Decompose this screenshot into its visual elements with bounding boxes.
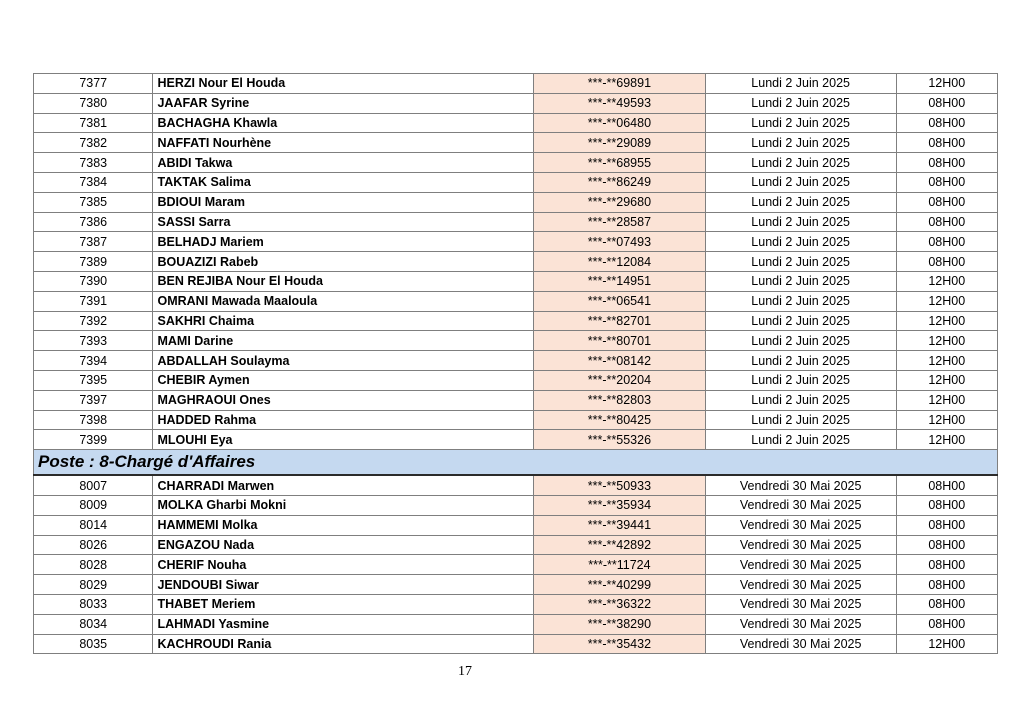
candidate-name: MAMI Darine <box>153 331 534 351</box>
masked-id: ***-**29089 <box>534 133 706 153</box>
interview-date: Lundi 2 Juin 2025 <box>705 331 896 351</box>
table-row <box>34 390 998 410</box>
row-number: 7383 <box>34 153 153 173</box>
interview-time: 12H00 <box>896 430 997 450</box>
interview-time: 08H00 <box>896 192 997 212</box>
masked-id: ***-**80425 <box>534 410 706 430</box>
row-number: 7385 <box>34 192 153 212</box>
interview-time: 08H00 <box>896 113 997 133</box>
candidate-name: SAKHRI Chaima <box>153 311 534 331</box>
table-row <box>34 370 998 390</box>
masked-id: ***-**29680 <box>534 192 706 212</box>
section-row <box>34 450 998 476</box>
masked-id: ***-**55326 <box>534 430 706 450</box>
interview-time: 08H00 <box>896 153 997 173</box>
row-number: 7384 <box>34 172 153 192</box>
row-number: 8007 <box>34 475 153 495</box>
row-number: 7397 <box>34 390 153 410</box>
candidate-name: THABET Meriem <box>153 594 534 614</box>
interview-time: 12H00 <box>896 271 997 291</box>
table-row <box>34 311 998 331</box>
candidate-name: TAKTAK Salima <box>153 172 534 192</box>
interview-date: Vendredi 30 Mai 2025 <box>705 575 896 595</box>
interview-time: 12H00 <box>896 370 997 390</box>
table-row <box>34 93 998 113</box>
row-number: 7389 <box>34 252 153 272</box>
masked-id: ***-**06480 <box>534 113 706 133</box>
interview-time: 12H00 <box>896 311 997 331</box>
interview-date: Lundi 2 Juin 2025 <box>705 212 896 232</box>
interview-date: Vendredi 30 Mai 2025 <box>705 555 896 575</box>
masked-id: ***-**28587 <box>534 212 706 232</box>
candidate-name: MOLKA Gharbi Mokni <box>153 495 534 515</box>
masked-id: ***-**50933 <box>534 475 706 495</box>
masked-id: ***-**40299 <box>534 575 706 595</box>
interview-time: 08H00 <box>896 252 997 272</box>
candidate-name: BDIOUI Maram <box>153 192 534 212</box>
interview-date: Lundi 2 Juin 2025 <box>705 390 896 410</box>
row-number: 7390 <box>34 271 153 291</box>
masked-id: ***-**08142 <box>534 351 706 371</box>
table-row <box>34 351 998 371</box>
candidate-name: HERZI Nour El Houda <box>153 74 534 94</box>
masked-id: ***-**49593 <box>534 93 706 113</box>
row-number: 7392 <box>34 311 153 331</box>
interview-time: 08H00 <box>896 133 997 153</box>
table-row <box>34 495 998 515</box>
row-number: 8029 <box>34 575 153 595</box>
interview-date: Lundi 2 Juin 2025 <box>705 430 896 450</box>
row-number: 8014 <box>34 515 153 535</box>
table-row <box>34 535 998 555</box>
table-row <box>34 634 998 654</box>
table-row <box>34 614 998 634</box>
row-number: 7377 <box>34 74 153 94</box>
masked-id: ***-**36322 <box>534 594 706 614</box>
masked-id: ***-**14951 <box>534 271 706 291</box>
candidate-name: KACHROUDI Rania <box>153 634 534 654</box>
table-row <box>34 555 998 575</box>
table-row <box>34 594 998 614</box>
masked-id: ***-**86249 <box>534 172 706 192</box>
masked-id: ***-**82701 <box>534 311 706 331</box>
row-number: 8034 <box>34 614 153 634</box>
row-number: 7399 <box>34 430 153 450</box>
interview-date: Lundi 2 Juin 2025 <box>705 370 896 390</box>
row-number: 8028 <box>34 555 153 575</box>
candidate-name: HADDED Rahma <box>153 410 534 430</box>
interview-date: Lundi 2 Juin 2025 <box>705 351 896 371</box>
candidate-name: MAGHRAOUI Ones <box>153 390 534 410</box>
interview-date: Lundi 2 Juin 2025 <box>705 113 896 133</box>
candidate-name: JENDOUBI Siwar <box>153 575 534 595</box>
interview-time: 08H00 <box>896 614 997 634</box>
interview-time: 12H00 <box>896 410 997 430</box>
masked-id: ***-**38290 <box>534 614 706 634</box>
interview-time: 08H00 <box>896 212 997 232</box>
table-row <box>34 430 998 450</box>
section-title: Poste : 8-Chargé d'Affaires <box>34 450 998 476</box>
row-number: 8009 <box>34 495 153 515</box>
table-row <box>34 153 998 173</box>
masked-id: ***-**69891 <box>534 74 706 94</box>
table-row <box>34 575 998 595</box>
interview-date: Lundi 2 Juin 2025 <box>705 133 896 153</box>
interview-time: 08H00 <box>896 232 997 252</box>
interview-date: Vendredi 30 Mai 2025 <box>705 495 896 515</box>
row-number: 7394 <box>34 351 153 371</box>
interview-time: 08H00 <box>896 495 997 515</box>
masked-id: ***-**20204 <box>534 370 706 390</box>
table-row <box>34 172 998 192</box>
interview-date: Lundi 2 Juin 2025 <box>705 74 896 94</box>
row-number: 7381 <box>34 113 153 133</box>
interview-time: 08H00 <box>896 93 997 113</box>
table-body-bottom <box>34 475 998 654</box>
table-row <box>34 252 998 272</box>
interview-time: 08H00 <box>896 535 997 555</box>
row-number: 7386 <box>34 212 153 232</box>
interview-time: 12H00 <box>896 291 997 311</box>
interview-date: Lundi 2 Juin 2025 <box>705 153 896 173</box>
masked-id: ***-**82803 <box>534 390 706 410</box>
table-row <box>34 74 998 94</box>
row-number: 8026 <box>34 535 153 555</box>
row-number: 7387 <box>34 232 153 252</box>
table-row <box>34 232 998 252</box>
candidate-name: BOUAZIZI Rabeb <box>153 252 534 272</box>
interview-time: 12H00 <box>896 331 997 351</box>
table-row <box>34 192 998 212</box>
interview-date: Vendredi 30 Mai 2025 <box>705 535 896 555</box>
interview-date: Vendredi 30 Mai 2025 <box>705 634 896 654</box>
page-number: 17 <box>458 664 472 679</box>
interview-date: Lundi 2 Juin 2025 <box>705 311 896 331</box>
masked-id: ***-**12084 <box>534 252 706 272</box>
candidate-name: ENGAZOU Nada <box>153 535 534 555</box>
interview-time: 08H00 <box>896 172 997 192</box>
interview-date: Lundi 2 Juin 2025 <box>705 252 896 272</box>
interview-time: 12H00 <box>896 74 997 94</box>
candidate-name: MLOUHI Eya <box>153 430 534 450</box>
candidate-name: OMRANI Mawada Maaloula <box>153 291 534 311</box>
candidate-name: CHERIF Nouha <box>153 555 534 575</box>
interview-date: Lundi 2 Juin 2025 <box>705 291 896 311</box>
row-number: 7382 <box>34 133 153 153</box>
interview-time: 12H00 <box>896 634 997 654</box>
interview-time: 08H00 <box>896 515 997 535</box>
masked-id: ***-**39441 <box>534 515 706 535</box>
interview-date: Lundi 2 Juin 2025 <box>705 93 896 113</box>
interview-date: Vendredi 30 Mai 2025 <box>705 475 896 495</box>
interview-time: 12H00 <box>896 351 997 371</box>
interview-time: 08H00 <box>896 594 997 614</box>
interview-date: Lundi 2 Juin 2025 <box>705 410 896 430</box>
candidate-name: BEN REJIBA Nour El Houda <box>153 271 534 291</box>
masked-id: ***-**06541 <box>534 291 706 311</box>
row-number: 7391 <box>34 291 153 311</box>
interview-time: 08H00 <box>896 555 997 575</box>
candidate-name: SASSI Sarra <box>153 212 534 232</box>
candidate-table <box>33 73 998 654</box>
interview-time: 12H00 <box>896 390 997 410</box>
table-row <box>34 271 998 291</box>
table-row <box>34 515 998 535</box>
section-header <box>34 450 998 476</box>
candidate-name: BELHADJ Mariem <box>153 232 534 252</box>
masked-id: ***-**35934 <box>534 495 706 515</box>
table-row <box>34 133 998 153</box>
row-number: 8033 <box>34 594 153 614</box>
candidate-name: CHEBIR Aymen <box>153 370 534 390</box>
candidate-name: ABIDI Takwa <box>153 153 534 173</box>
interview-date: Vendredi 30 Mai 2025 <box>705 594 896 614</box>
masked-id: ***-**80701 <box>534 331 706 351</box>
masked-id: ***-**11724 <box>534 555 706 575</box>
interview-date: Lundi 2 Juin 2025 <box>705 271 896 291</box>
candidate-name: JAAFAR Syrine <box>153 93 534 113</box>
candidate-name: BACHAGHA Khawla <box>153 113 534 133</box>
interview-time: 08H00 <box>896 475 997 495</box>
table-row <box>34 475 998 495</box>
table-body-top <box>34 74 998 450</box>
interview-date: Vendredi 30 Mai 2025 <box>705 614 896 634</box>
interview-date: Lundi 2 Juin 2025 <box>705 172 896 192</box>
masked-id: ***-**07493 <box>534 232 706 252</box>
table-row <box>34 331 998 351</box>
masked-id: ***-**42892 <box>534 535 706 555</box>
table-row <box>34 291 998 311</box>
interview-date: Lundi 2 Juin 2025 <box>705 232 896 252</box>
candidate-name: CHARRADI Marwen <box>153 475 534 495</box>
masked-id: ***-**35432 <box>534 634 706 654</box>
interview-date: Lundi 2 Juin 2025 <box>705 192 896 212</box>
candidate-name: NAFFATI Nourhène <box>153 133 534 153</box>
table-row <box>34 113 998 133</box>
row-number: 7393 <box>34 331 153 351</box>
table-row <box>34 410 998 430</box>
candidate-name: LAHMADI Yasmine <box>153 614 534 634</box>
masked-id: ***-**68955 <box>534 153 706 173</box>
row-number: 7380 <box>34 93 153 113</box>
row-number: 7395 <box>34 370 153 390</box>
interview-time: 08H00 <box>896 575 997 595</box>
candidate-name: HAMMEMI Molka <box>153 515 534 535</box>
interview-date: Vendredi 30 Mai 2025 <box>705 515 896 535</box>
table-row <box>34 212 998 232</box>
row-number: 8035 <box>34 634 153 654</box>
candidate-name: ABDALLAH Soulayma <box>153 351 534 371</box>
row-number: 7398 <box>34 410 153 430</box>
